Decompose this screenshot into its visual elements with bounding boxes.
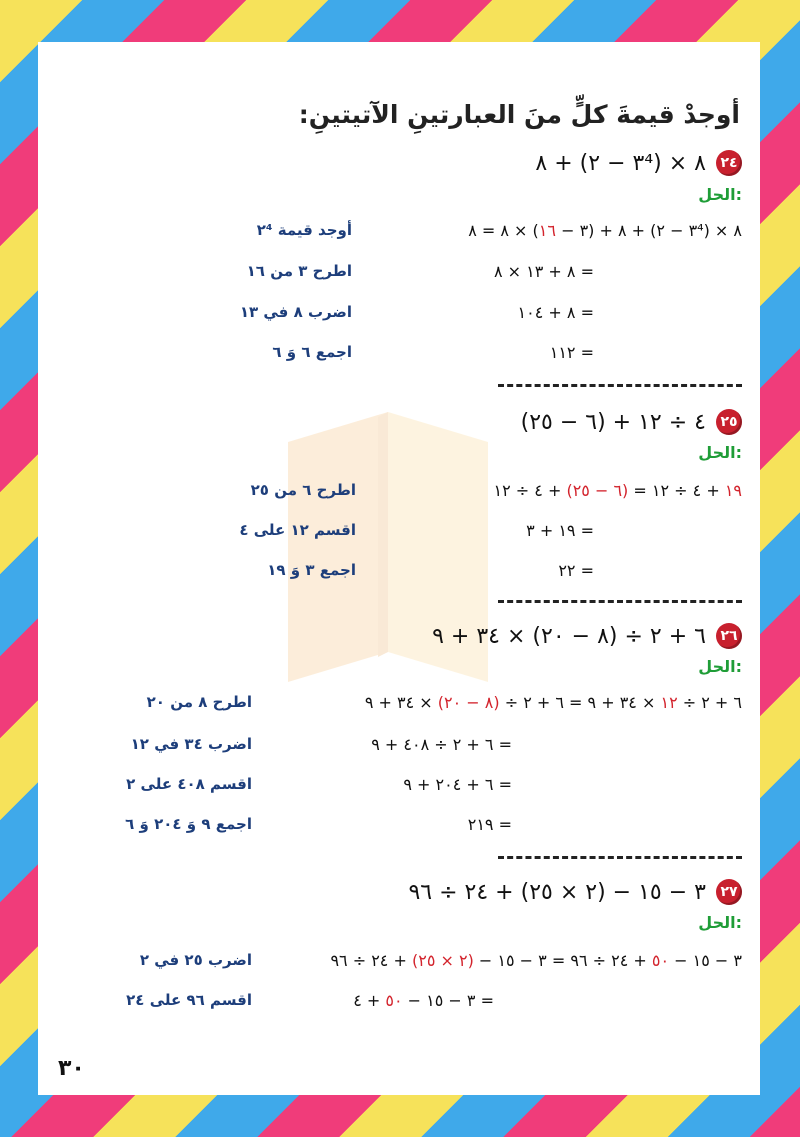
solution-step: ١٩ + ٣ =: [526, 521, 594, 540]
solution-step: ١١٢ =: [549, 343, 594, 362]
step-note: اضرب ٢٥ في ٢: [139, 951, 252, 969]
problem-number-badge: ٢٧: [716, 879, 742, 905]
solution-step: ٦ + ٢ ÷ ٤٠٨ + ٩ =: [371, 735, 512, 754]
solution-step: ٢١٩ =: [467, 815, 512, 834]
solution-label: الحل:: [698, 657, 742, 676]
solution-step: ٨ + ١٠٤ =: [517, 303, 594, 322]
problem-expression: ٨ + (٣ − ٢⁴) × ٨: [535, 150, 706, 176]
solution-step: ٣ − ١٥ − ٥٠ + ٤ =: [353, 991, 494, 1010]
problem-number-badge: ٢٦: [716, 623, 742, 649]
step-note: اطرح ٣ من ١٦: [246, 262, 352, 280]
solution-step: ٣ − ١٥ − ٥٠ + ٢٤ ÷ ٩٦ = ٣ − ١٥ − (٢ × ٢٥) + ٢٤ ÷ ٩٦: [330, 951, 742, 970]
page-card: [38, 42, 760, 1095]
step-note: اطرح ٦ من ٢٥: [250, 481, 356, 499]
problem-26: [432, 618, 742, 654]
step-note: اقسم ١٢ على ٤: [239, 521, 356, 539]
step-note: اقسم ٤٠٨ على ٢: [126, 775, 252, 793]
solution-step: ٨ + ١٣ × ٨ =: [493, 262, 594, 281]
problem-24: [535, 145, 742, 181]
solution-step: ٦ + ٢ ÷ ١٢ × ٣٤ + ٩ = ٦ + ٢ ÷ (٨ − ٢٠) × ٣٤ + ٩: [364, 693, 742, 712]
solution-step: ٢٢ =: [558, 561, 594, 580]
problem-expression: ٦ + ٢ ÷ (٨ − ٢٠) × ٣٤ + ٩: [432, 623, 706, 649]
page-title: أوجدْ قيمةَ كلٍّ منَ العبارتينِ الآتيتينِ:: [298, 100, 740, 129]
section-separator: [498, 600, 742, 603]
problem-number-badge: ٢٥: [716, 409, 742, 435]
problem-25: [521, 404, 742, 440]
solution-label: الحل:: [698, 913, 742, 932]
page-number: ٣٠: [58, 1056, 85, 1081]
solution-step: ٨ + (٣ − ١٦) × ٨ = ٨ + (٣ − ٢⁴) × ٨: [468, 221, 742, 240]
section-separator: [498, 856, 742, 859]
problem-expression: ٣ − ١٥ − (٢ × ٢٥) + ٢٤ ÷ ٩٦: [408, 879, 706, 905]
solution-step: ٦ + ٢٠٤ + ٩ =: [403, 775, 512, 794]
step-note: اضرب ٣٤ في ١٢: [130, 735, 252, 753]
solution-label: الحل:: [698, 443, 742, 462]
step-note: اقسم ٩٦ على ٢٤: [126, 991, 252, 1009]
step-note: اجمع ٦ وَ ٦: [272, 343, 352, 361]
solution-step: ١٩ + ٤ ÷ ١٢ = (٦ − ٢٥) + ٤ ÷ ١٢: [493, 481, 742, 500]
step-note: أوجد قيمة ٢⁴: [256, 221, 352, 239]
section-separator: [498, 384, 742, 387]
step-note: اطرح ٨ من ٢٠: [146, 693, 252, 711]
step-note: اجمع ٣ وَ ١٩: [267, 561, 356, 579]
problem-expression: (٦ − ٢٥) + ٤ ÷ ١٢: [520, 409, 706, 435]
problem-27: [408, 874, 742, 910]
solution-label: الحل:: [698, 185, 742, 204]
step-note: اجمع ٩ وَ ٢٠٤ وَ ٦: [125, 815, 252, 833]
problem-number-badge: ٢٤: [716, 150, 742, 176]
step-note: اضرب ٨ في ١٣: [239, 303, 352, 321]
